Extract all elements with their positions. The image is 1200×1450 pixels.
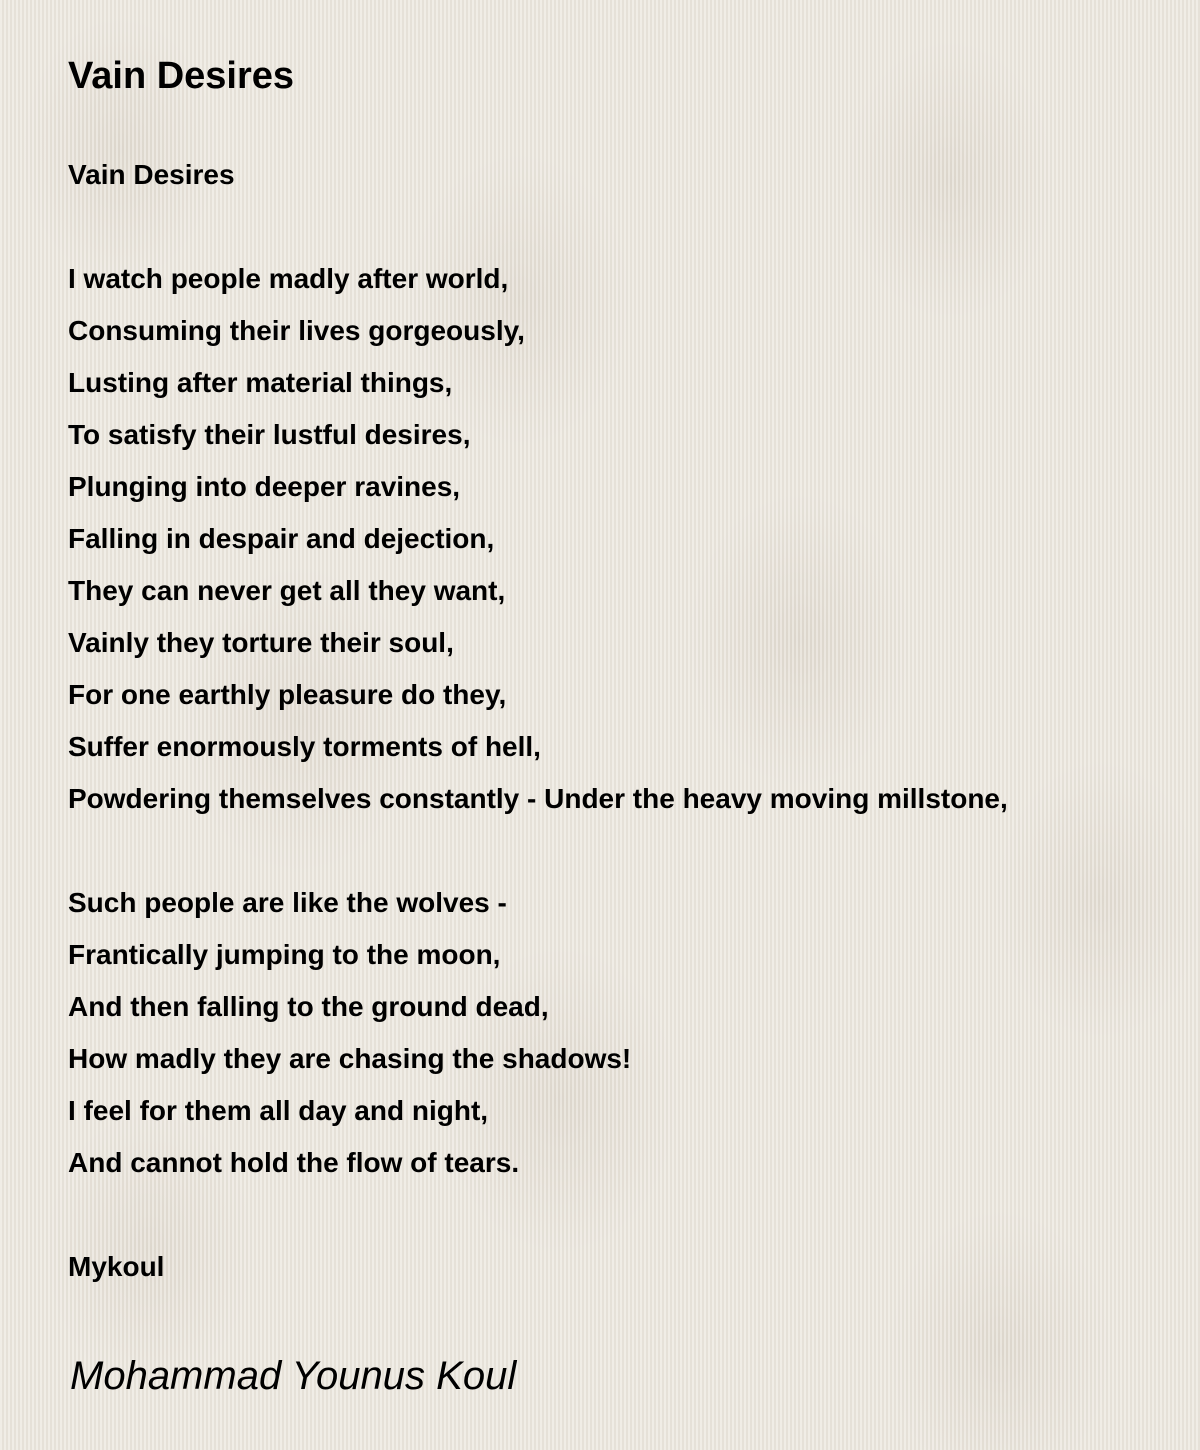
poem-line: I feel for them all day and night, [68,1095,489,1126]
poem-line: And then falling to the ground dead, [68,991,549,1022]
stanza-gap [68,825,1008,877]
poem-line: Such people are like the wolves - [68,887,507,918]
poem-line: Vainly they torture their soul, [68,627,454,658]
poem-line: Frantically jumping to the moon, [68,939,501,970]
poem-line: How madly they are chasing the shadows! [68,1043,632,1074]
stanza-gap [68,201,1008,253]
poem-line: For one earthly pleasure do they, [68,679,507,710]
stanza-gap [68,1189,1008,1241]
poem-line: They can never get all they want, [68,575,506,606]
poem-line: I watch people madly after world, [68,263,509,294]
poem-line: Lusting after material things, [68,367,453,398]
poem-line: Powdering themselves constantly - Under the heavy moving millstone, [68,783,1008,814]
poem-line: And cannot hold the flow of tears. [68,1147,520,1178]
poem-signature: Mykoul [68,1251,165,1282]
poem-body [68,149,1008,1293]
poem-line: Suffer enormously torments of hell, [68,731,541,762]
author-name: Mohammad Younus Koul [70,1354,517,1398]
poem-line: To satisfy their lustful desires, [68,419,471,450]
poem-line: Plunging into deeper ravines, [68,471,461,502]
poem-title: Vain Desires [68,55,295,97]
poem-subtitle: Vain Desires [68,159,235,190]
poem-line: Consuming their lives gorgeously, [68,315,525,346]
poem-line: Falling in despair and dejection, [68,523,495,554]
